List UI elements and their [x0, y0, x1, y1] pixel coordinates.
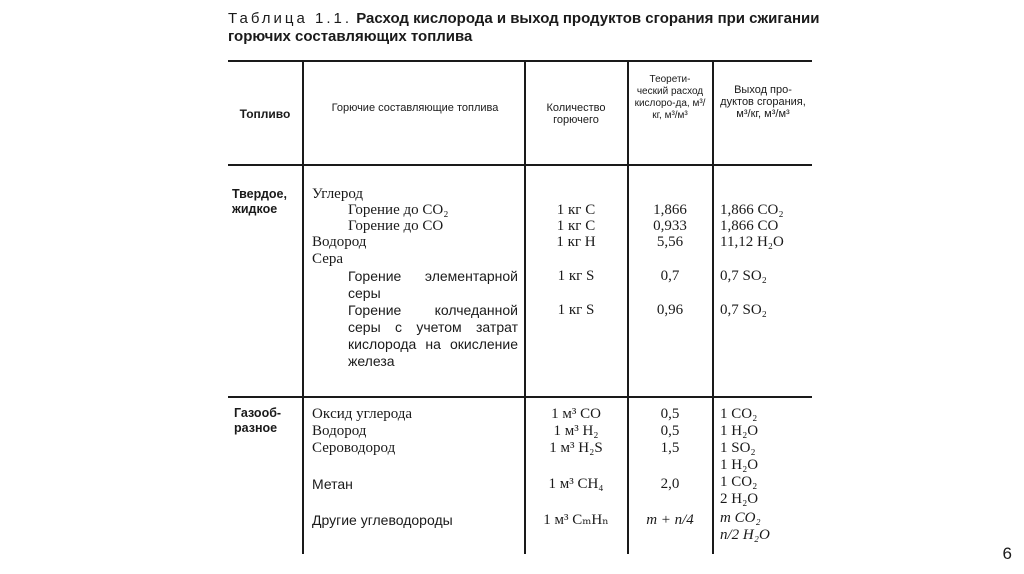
qty-cell: 1 м³ CH₄ — [548, 476, 604, 492]
oxygen-cell: 0,5 — [660, 406, 680, 422]
product-cell: 0,7 SO₂ — [720, 268, 767, 284]
qty-cell: 1 кг S — [557, 302, 595, 318]
column-rule-1 — [302, 60, 304, 554]
product-cell: m CO₂ — [720, 510, 761, 526]
header-quantity: Количество горючего — [546, 102, 606, 126]
group-gas: Газооб-разное — [234, 406, 282, 435]
oxygen-cell: 2,0 — [660, 476, 680, 492]
header-fuel: Топливо — [239, 107, 291, 121]
column-rule-2 — [524, 60, 526, 554]
qty-cell: 1 кг C — [556, 218, 596, 234]
table-caption: Расход кислорода и выход продуктов сгорания при сжигании горючих составляющих топлива — [228, 10, 820, 45]
row-carbon: Углерод — [312, 186, 364, 202]
table-title — [228, 10, 828, 46]
product-cell: 1 H₂O — [720, 457, 759, 473]
product-cell: 1,866 CO₂ — [720, 202, 784, 218]
oxygen-cell: 1,5 — [660, 440, 680, 456]
row-other-hc: Другие углеводороды — [312, 512, 453, 528]
row-elem-sulfur: Горение элементарной серы — [348, 268, 518, 301]
oxygen-cell: 5,56 — [656, 234, 684, 250]
product-cell: 0,7 SO₂ — [720, 302, 767, 318]
section-rule — [228, 396, 812, 398]
oxygen-cell: 0,96 — [656, 302, 684, 318]
header-rule — [228, 164, 812, 166]
header-products: Выход про-дуктов сгорания, м³/кг, м³/м³ — [720, 84, 806, 120]
qty-cell: 1 кг H — [556, 234, 596, 250]
product-cell: 1 H₂O — [720, 423, 759, 439]
row-sulfur: Сера — [312, 251, 344, 267]
oxygen-cell: 0,933 — [653, 218, 687, 234]
header-components: Горючие составляющие топлива — [331, 102, 499, 114]
product-cell: 1 CO₂ — [720, 474, 758, 490]
row-co2-burn: Горение до CO₂ — [348, 202, 449, 218]
oxygen-cell: 1,866 — [653, 202, 687, 218]
row-h2s: Сероводород — [312, 440, 396, 456]
qty-cell: 1 кг S — [557, 268, 595, 284]
row-hydrogen-gas: Водород — [312, 423, 367, 439]
table-label: Таблица 1.1. — [228, 10, 353, 27]
product-cell: n/2 H₂O — [720, 527, 770, 543]
column-rule-4 — [712, 60, 714, 554]
product-cell: 1,866 CO — [720, 218, 779, 234]
header-oxygen: Теорети-ческий расход кислоро-да, м³/кг, м³/м³ — [634, 74, 706, 121]
oxygen-cell: 0,7 — [660, 268, 680, 284]
row-co-burn: Горение до CO — [348, 218, 444, 234]
product-cell: 1 CO₂ — [720, 406, 758, 422]
qty-cell: 1 м³ H₂S — [549, 440, 603, 456]
oxygen-cell: 0,5 — [660, 423, 680, 439]
qty-cell: 1 м³ CₘHₙ — [543, 512, 609, 528]
group-solid: Твердое, жидкое — [232, 187, 287, 216]
row-methane: Метан — [312, 476, 353, 492]
qty-cell: 1 кг C — [556, 202, 596, 218]
product-cell: 1 SO₂ — [720, 440, 756, 456]
product-cell: 2 H₂O — [720, 491, 759, 507]
row-hydrogen: Водород — [312, 234, 367, 250]
row-pyrite: Горение колчеданной серы с учетом затрат кислорода на окисление железа — [348, 302, 518, 369]
qty-cell: 1 м³ CO — [551, 406, 601, 422]
column-rule-3 — [627, 60, 629, 554]
product-cell: 11,12 H₂O — [720, 234, 784, 250]
oxygen-cell: m + n/4 — [646, 512, 694, 528]
row-carbon-monoxide: Окcид углерода — [312, 406, 413, 422]
page-number: 6 — [1002, 544, 1012, 563]
qty-cell: 1 м³ H₂ — [553, 423, 599, 439]
top-rule — [228, 60, 812, 62]
